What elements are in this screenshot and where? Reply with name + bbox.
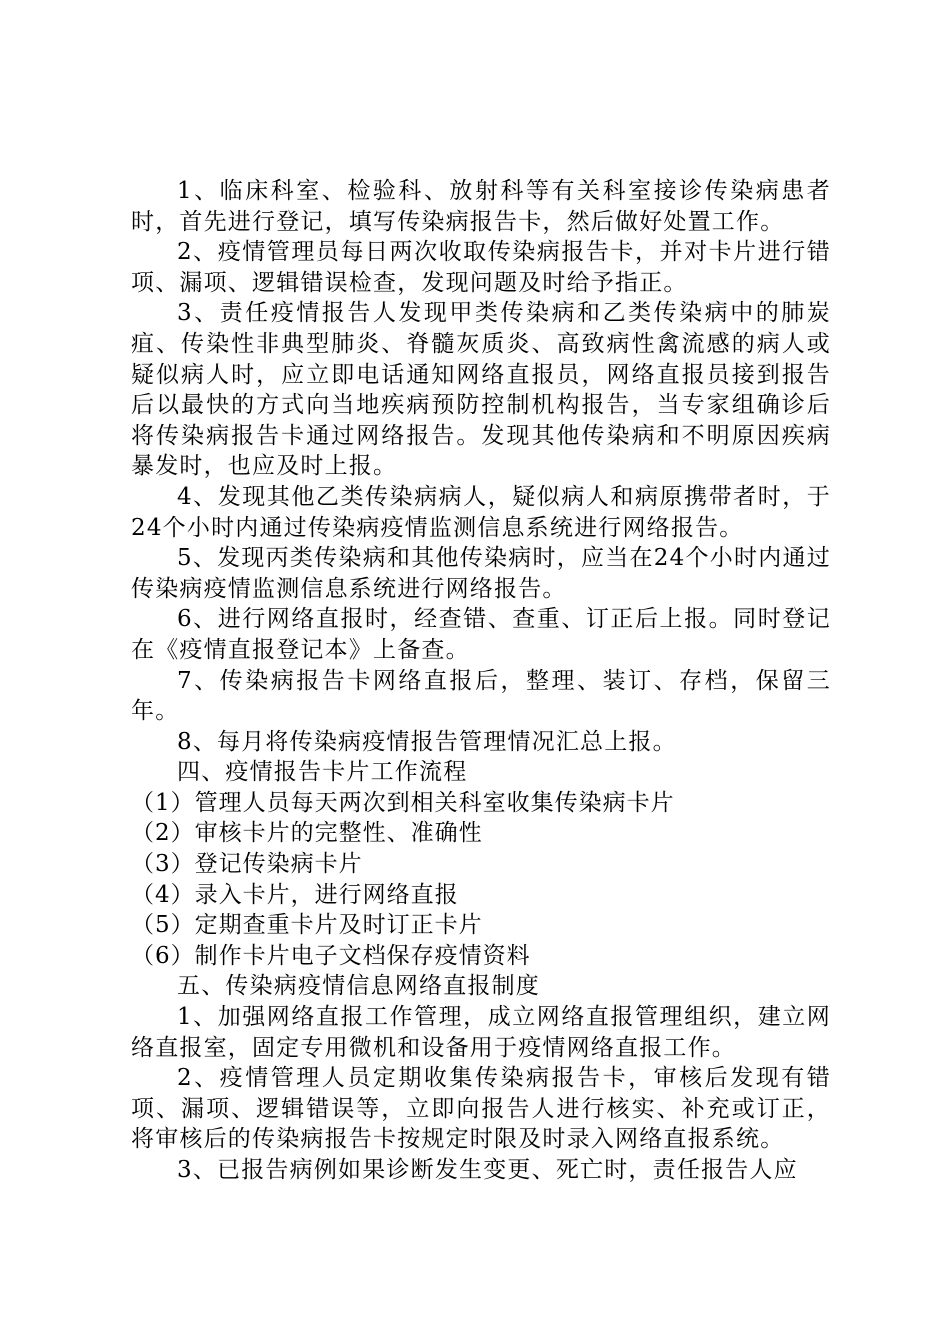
workflow-item-3: （3）登记传染病卡片 bbox=[131, 851, 363, 878]
workflow-item-5: （5）定期查重卡片及时订正卡片 bbox=[131, 912, 483, 939]
workflow-item-1: （1）管理人员每天两次到相关科室收集传染病卡片 bbox=[131, 789, 675, 816]
document-page bbox=[131, 176, 831, 1186]
paragraph-6: 6、进行网络直报时，经查错、查重、订正后上报。同时登记在《疫情直报登记本》上备查。 bbox=[131, 606, 831, 663]
section-5-paragraph-1: 1、加强网络直报工作管理，成立网络直报管理组织，建立网络直报室，固定专用微机和设备用于疫情网络直报工作。 bbox=[131, 1004, 831, 1061]
workflow-item-4: （4）录入卡片，进行网络直报 bbox=[131, 881, 459, 908]
paragraph-1: 1、临床科室、检验科、放射科等有关科室接诊传染病患者时，首先进行登记，填写传染病报告卡，然后做好处置工作。 bbox=[131, 178, 831, 235]
paragraph-8: 8、每月将传染病疫情报告管理情况汇总上报。 bbox=[177, 728, 677, 755]
section-5-paragraph-2: 2、疫情管理人员定期收集传染病报告卡，审核后发现有错项、漏项、逻辑错误等，立即向报告人进行核实、补充或订正，将审核后的传染病报告卡按规定时限及时录入网络直报系统。 bbox=[131, 1065, 831, 1153]
workflow-item-6: （6）制作卡片电子文档保存疫情资料 bbox=[131, 942, 531, 969]
paragraph-2: 2、疫情管理员每日两次收取传染病报告卡，并对卡片进行错项、漏项、逻辑错误检查，发现问题及时给予指正。 bbox=[131, 239, 831, 296]
section-5-paragraph-3: 3、已报告病例如果诊断发生变更、死亡时，责任报告人应 bbox=[177, 1157, 798, 1183]
paragraph-3: 3、责任疫情报告人发现甲类传染病和乙类传染病中的肺炭疽、传染性非典型肺炎、脊髓灰质炎、高致病性禽流感的病人或疑似病人时，应立即电话通知网络直报员，网络直报员接到报告后以最快的方式向当地疾病预防控制机构报告，当专家组确诊后将传染病报告卡通过网络报告。发现其他传染病和不明原因疾病暴发时，也应及时上报。 bbox=[131, 300, 831, 480]
paragraph-7: 7、传染病报告卡网络直报后，整理、装订、存档，保留三年。 bbox=[131, 667, 831, 725]
paragraph-5: 5、发现丙类传染病和其他传染病时，应当在24个小时内通过传染病疫情监测信息系统进行网络报告。 bbox=[131, 545, 831, 602]
section-4-heading: 四、疫情报告卡片工作流程 bbox=[177, 759, 468, 786]
workflow-item-2: （2）审核卡片的完整性、准确性 bbox=[131, 820, 483, 847]
section-5-heading: 五、传染病疫情信息网络直报制度 bbox=[177, 973, 540, 1000]
paragraph-4: 4、发现其他乙类传染病病人，疑似病人和病原携带者时，于24个小时内通过传染病疫情监测信息系统进行网络报告。 bbox=[131, 483, 831, 541]
